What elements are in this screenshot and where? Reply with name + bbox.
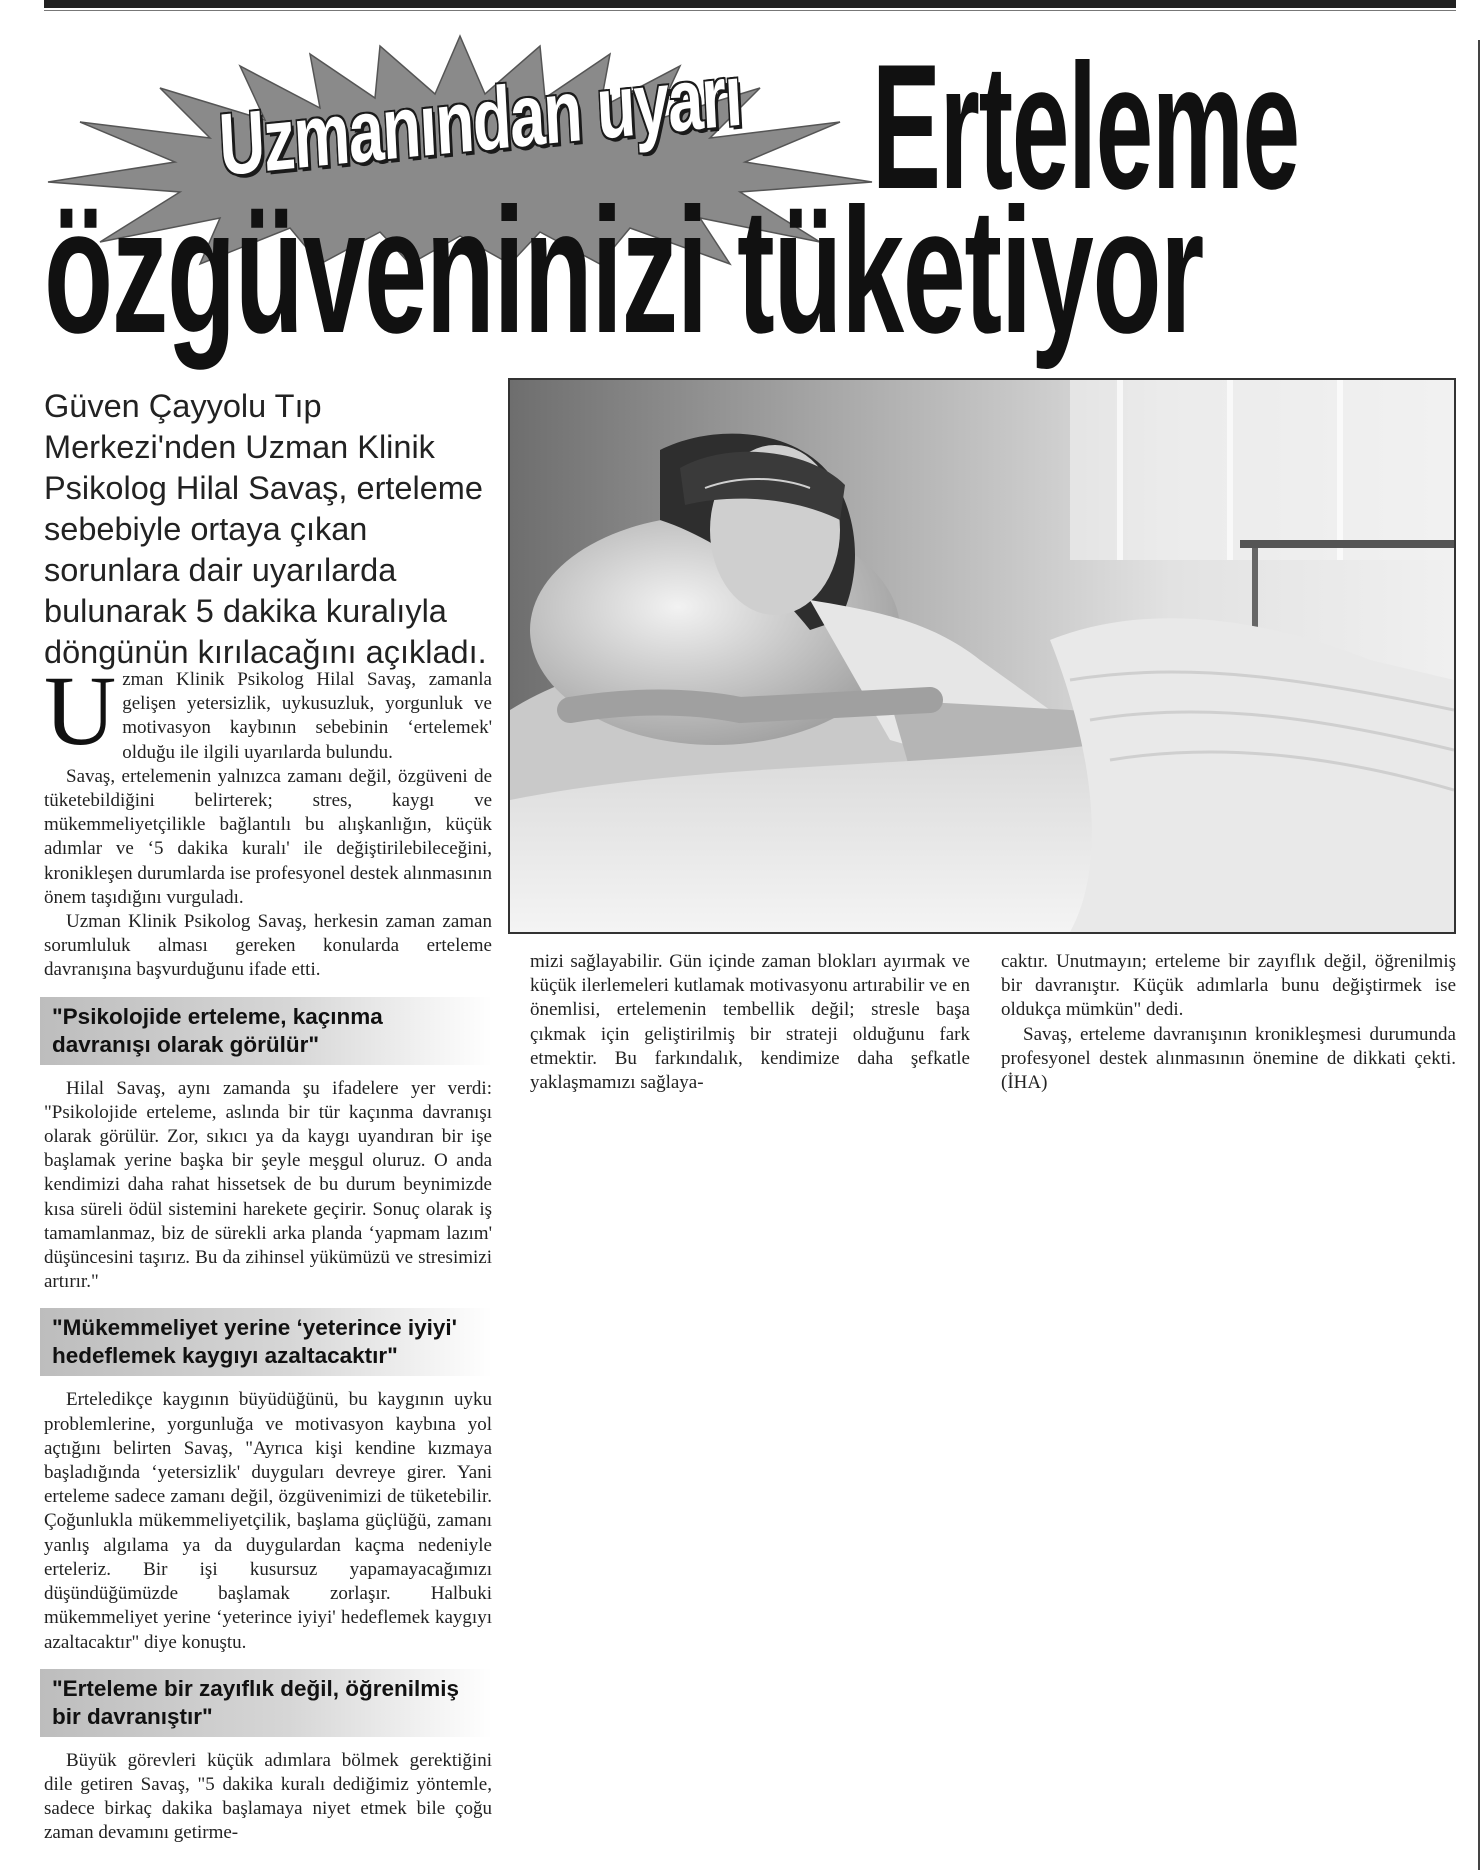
paragraph-2: Savaş, ertelemenin yalnızca zamanı değil, özgüveni de tüketebildiğini belirterek; stres, kaygı ve mükemmeliyetçilikle bağlantılı bu alışkanlığın, küçük adımlar ve ‘5 dakika kuralı' ile değiştirilebileceğini, kronikleşen durumlarda ise profesyonel destek alınmasının önem taşıdığını vurguladı. [44,765,492,908]
subheading-3: "Erteleme bir zayıflık değil, öğrenilmiş bir davranıştır" [40,1669,492,1737]
column-3 [1001,950,1456,1095]
subheading-2: "Mükemmeliyet yerine ‘yeterince iyiyi' hedeflemek kaygıyı azaltacaktır" [40,1308,492,1376]
paragraph-3: Uzman Klinik Psikolog Savaş, herkesin zaman zaman sorumluluk alması gereken konularda erteleme davranışına başvurduğunu ifade etti. [44,911,492,981]
column-1 [44,655,492,1846]
intro-paragraph: Uzman Klinik Psikolog Hilal Savaş, zamanla gelişen yetersizlik, uykusuzluk, yorgunluk ve motivasyon kaybının sebebinin ‘ertelemek' olduğu ile ilgili uyarılarda bulundu. [44,655,492,766]
drop-cap: U [44,655,117,766]
paragraph-7: mizi sağlayabilir. Gün içinde zaman blokları ayırmak ve küçük ilerlemeleri kutlamak motivasyonu artırabilir ve en önemlisi, ertelemenin tembellik değil; stresle başa çıkmak için geliştirilmiş bir strateji olduğunu fark etmektir. Bu farkındalık, kendimize daha şefkatle yaklaşmamızı sağlaya- [530,951,970,1094]
column-2 [530,950,970,1095]
top-rule [44,0,1456,8]
lead-paragraph: Güven Çayyolu Tıp Merkezi'nden Uzman Klinik Psikolog Hilal Savaş, erteleme sebebiyle ortaya çıkan sorunlara dair uyarılarda bulunarak 5 dakika kuralıyla döngünün kırılacağını açıkladı. [44,388,487,670]
top-thin-rule [44,10,1456,11]
subheading-1: "Psikolojide erteleme, kaçınma davranışı olarak görülür" [40,997,492,1065]
paragraph-9: Savaş, erteleme davranışının kronikleşmesi durumunda profesyonel destek alınmasının önemine de dikkati çekti. (İHA) [1001,1023,1456,1094]
paragraph-8: caktır. Unutmayın; erteleme bir zayıflık değil, öğrenilmiş bir davranıştır. Küçük adımlarla bunu değiştirmek ise oldukça mümkün" dedi. [1001,951,1456,1021]
kicker-text: Uzmanından uyarı [216,44,744,195]
paragraph-6: Büyük görevleri küçük adımlara bölmek gerektiğini dile getiren Savaş, "5 dakika kuralı dediğimiz yöntemle, sadece birkaç dakika başlamaya niyet etmek bile çoğu zaman devamını getirme- [44,1749,492,1844]
headline-line-1: Erteleme [872,27,1299,226]
headline-line-2: özgüveninizi tüketiyor [44,171,1203,370]
paragraph-5: Erteledikçe kaygının büyüdüğünü, bu kaygının uyku problemlerine, yorgunluğa ve motivasyon kaybına yol açtığını belirten Savaş, "Ayrıca kişi kendine kızmaya başladığında ‘yetersizlik' duyguları devreye girer. Yani erteleme sadece zamanı değil, özgüvenimizi de tüketebilir. Çoğunlukla mükemmeliyetçilik, başlama güçlüğü, zamanı yanlış algılama ya da duygulardan kaçma nedeniyle erteleriz. Bir işi kusursuz yapamayacağımızı düşündüğümüzde başlamak zorlaşır. Halbuki mükemmeliyet yerine ‘yeterince iyiyi' hedeflemek kaygıyı azaltacaktır" diye konuştu. [44,1389,492,1653]
right-column-rule [1478,40,1480,1870]
paragraph-4: Hilal Savaş, aynı zamanda şu ifadelere yer verdi: "Psikolojide erteleme, aslında bir tür kaçınma davranışı olarak görülür. Zor, sıkıcı ya da kaygı uyandıran bir işe başlamak yerine başka bir şeyle meşgul oluruz. O anda kendimizi daha rahat hissetsek de bu durum beynimizde kısa süreli ödül sistemini harekete geçirir. Sonuç olarak iş tamamlanmaz, biz de sürekli arka planda ‘yapmam lazım' düşüncesini taşırız. Bu da zihinsel yükümüzü ve stresimizi artırır." [44,1077,492,1293]
article-photo [508,378,1456,934]
